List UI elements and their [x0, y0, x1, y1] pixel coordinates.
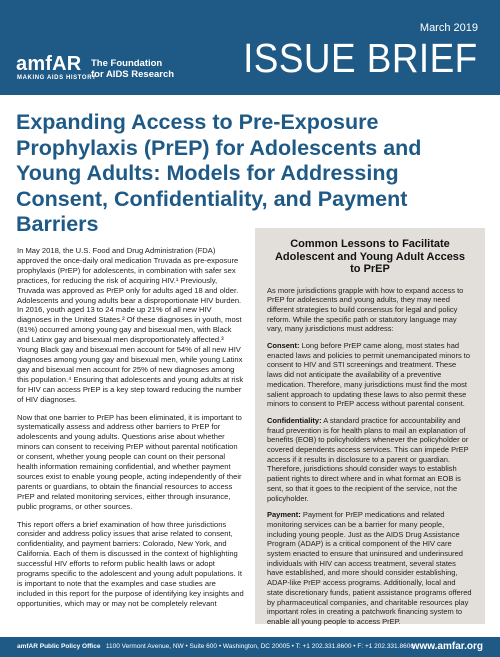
logo-tagline: MAKING AIDS HISTORY [17, 75, 97, 81]
sidebar-box [255, 228, 485, 624]
body-paragraph-3: This report offers a brief examination of how three jurisdictions consider and address policy issues that arise related to consent, confidentiality, and payment barriers: Colorado, New York, and California. Each of them is discussed in the context of highlighting successful HIV efforts to reform public health laws or adopt programs specific to the adolescent and young adult populations. It is important to note that the examples and case studies are included in this report for the purpose of identifying key insights and opportunities, which may or may not be completely relevant [17, 519, 244, 608]
payment-text: Payment for PrEP medications and related monitoring services can be a barrier for many people, including young people. Just as the AIDS Drug Assistance Program (ADAP) is a critical component of the HIV care system enacted to ensure that uninsured and underinsured individuals with HIV can access treatment, several states have established, and more should consider establishing, ADAP-like PrEP access programs. Additionally, local and state discretionary funds, patient assistance programs offered by pharmaceutical companies, and charitable resources play important roles in creating a patchwork financing system to enable all young people to access PrEP. [267, 510, 472, 626]
footer-address-line [17, 643, 414, 650]
footer-office: amfAR Public Policy Office [17, 643, 101, 650]
foundation-name-line2: for AIDS Research [91, 69, 175, 80]
footer-address: 1100 Vermont Avenue, NW • Suite 600 • Washington, DC 20005 • T: +1 202.331.8600 • F: +1 202.331.8606 [105, 643, 414, 650]
sidebar-payment [267, 510, 473, 626]
sidebar-consent [267, 341, 473, 409]
main-body [17, 246, 245, 617]
payment-label: Payment: [267, 510, 301, 520]
sidebar-intro: As more jurisdictions grapple with how to expand access to PrEP for adolescents and young adults, they may need different strategies to build consensus for legal and policy reform. While the specific path or statutory language may vary, many jurisdictions must address: [267, 285, 464, 334]
foundation-name-line1: The Foundation [91, 58, 163, 69]
sidebar-body [267, 286, 473, 627]
footer-bar [0, 637, 500, 657]
document-title: Expanding Access to Pre-Exposure Prophylaxis (PrEP) for Adolescents and Young Adults: Models for Addressing Consent, Confidentiality, and Payment Barriers [16, 110, 422, 236]
issue-brief-label: ISSUE BRIEF [243, 35, 478, 81]
footer-url[interactable]: www.amfar.org [411, 641, 483, 652]
sidebar-confidentiality [267, 416, 473, 503]
body-paragraph-2: Now that one barrier to PrEP has been eliminated, it is important to systematically assess and address other barriers to PrEP for adolescents and young adults. Questions arise about whether minors can consent to receiving PrEP without parental notification or consent, whether young people can count on their personal health information remaining confidential, and whether payment sources exist to enable young people, acting independently of their parents or guardians, to obtain the financial resources to access PrEP and related monitoring services, either through insurance, public programs, or other sources. [17, 412, 242, 511]
body-paragraph-1: In May 2018, the U.S. Food and Drug Administration (FDA) approved the once-daily oral medication Truvada as pre-exposure prophylaxis (PrEP) for adolescents, in combination with safer sex practices, for reducing the risk of acquiring HIV.¹ Previously, Truvada was approved as PrEP only for adults aged 18 and older. Adolescents and young adults bear a disproportionate HIV burden. In 2016, youth aged 13 to 24 made up 21% of all new HIV diagnoses in the United States.² Of these diagnoses in youth, most (81%) occurred among young gay and bisexual men, with Black and Latinx gay and bisexual men disproportionately affected.³ Young Black gay and bisexual men account for 54% of all new HIV diagnoses among young gay and bisexual men, while young Latinx gay and bisexual men account for 25% of new diagnoses among this population.⁴ Ensuring that adolescents and young adults at risk for HIV can access PrEP is a key step toward reducing the number of HIV diagnoses. [17, 246, 244, 404]
header-banner [0, 0, 500, 95]
confidentiality-text: A standard practice for accountability and fraud prevention is for health plans to mail an explanation of benefits (EOB) to policyholders whenever the policyholder or covered dependents access services. This can impede PrEP access if it results in disclosure to a parent or guardian. Therefore, jurisdictions should consider ways to establish patient rights to direct where and in what format an EOB is sent, so that it goes to the recipient of the service, not the policyholder. [267, 415, 469, 503]
consent-label: Consent: [267, 341, 300, 351]
foundation-name [91, 58, 174, 80]
consent-text: Long before PrEP came along, most states had enacted laws and policies to permit unemancipated minors to consent to HIV and STI screenings and treatment. These laws did not anticipate the availability of a preventive medication. Therefore, many jurisdictions must find the most salient approach to updating these laws to also permit these minors to consent to PrEP access without parental consent. [267, 341, 471, 409]
sidebar-heading: Common Lessons to Facilitate Adolescent and Young Adult Access to PrEP [274, 238, 466, 275]
confidentiality-label: Confidentiality: [267, 415, 322, 425]
publication-date: March 2019 [419, 22, 478, 34]
amfar-logo: amfAR [16, 53, 82, 75]
